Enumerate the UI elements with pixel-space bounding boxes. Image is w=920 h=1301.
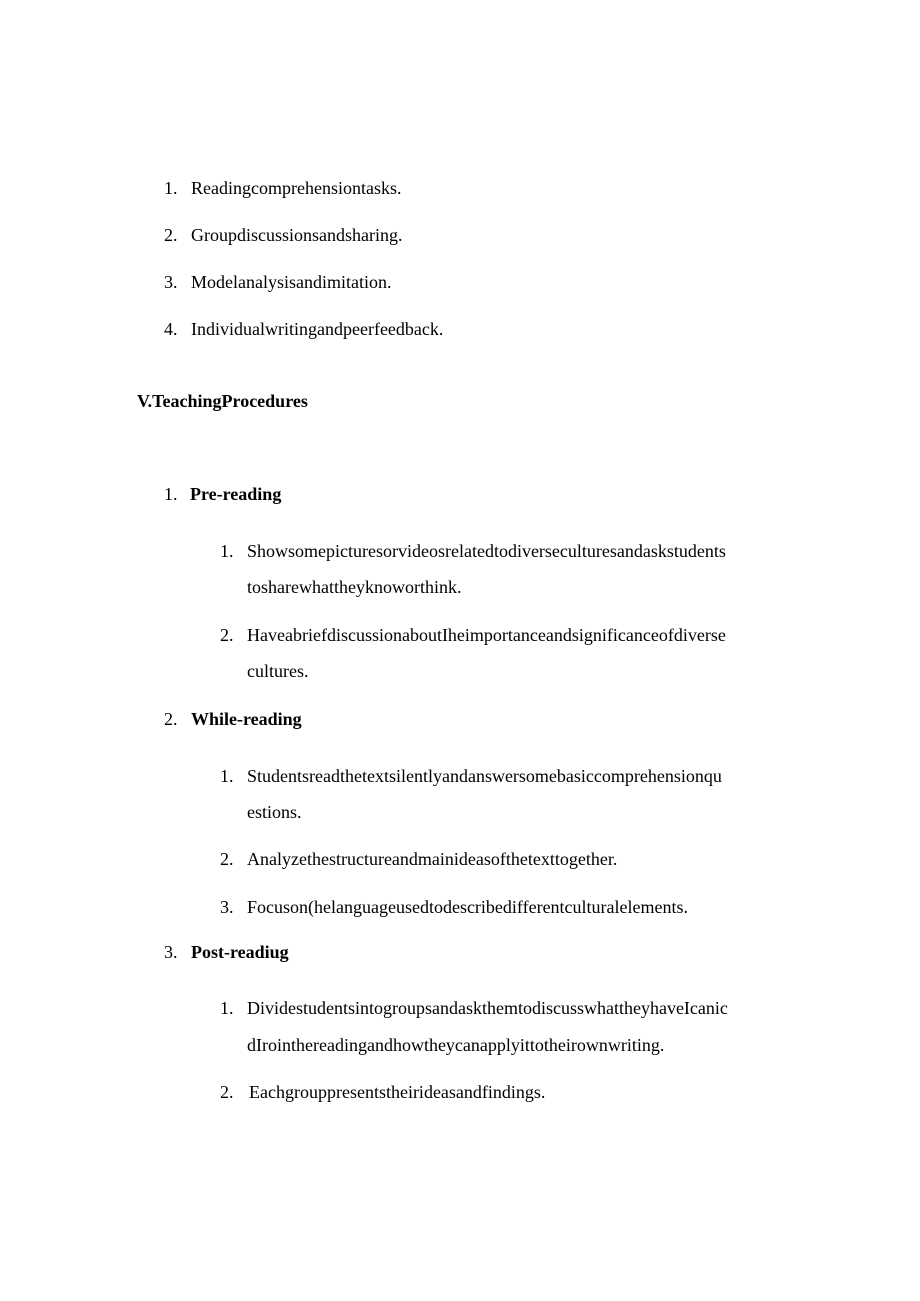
sub-item-number: 1. [220,766,234,786]
sub-item-number: 2. [220,625,234,645]
procedure-heading [164,483,281,505]
sub-item-text: DividestudentsintogroupsandaskthemtodiscusswhattheyhaveIcanic [247,998,728,1018]
sub-item-text: Focuson(helanguageusedtodescribedifferentculturalelements. [247,897,689,917]
list-item [164,318,443,340]
sub-item [220,624,726,646]
list-number: 3. [164,272,178,292]
list-item [164,224,402,246]
sub-item [220,997,728,1019]
procedure-title: Post-readiug [191,942,289,962]
sub-item-text: Showsomepicturesorvideosrelatedtodiverseculturesandaskstudents [247,541,726,561]
sub-item-text: Analyzethestructureandmainideasofthetexttogether. [247,849,618,869]
sub-item-number: 1. [220,541,234,561]
list-text: Modelanalysisandimitation. [191,272,392,292]
section-heading: V.TeachingProcedures [137,391,308,411]
sub-item-number: 2. [220,849,234,869]
sub-item-text: HaveabriefdiscussionaboutIheimportanceandsignificanceofdiverse [247,625,726,645]
list-item [164,271,391,293]
sub-item [220,540,726,562]
sub-item [220,1081,545,1103]
list-number: 1. [164,178,178,198]
list-text: Groupdiscussionsandsharing. [191,225,403,245]
sub-item-continuation: tosharewhattheyknoworthink. [247,577,462,597]
sub-item-continuation: dIrointhereadingandhowtheycanapplyittotheirownwriting. [247,1035,665,1055]
procedure-number: 1. [164,484,178,504]
list-text: Readingcomprehensiontasks. [191,178,402,198]
list-item [164,177,401,199]
procedure-number: 3. [164,942,178,962]
sub-item-text: Eachgrouppresentstheirideasandfindings. [249,1082,546,1102]
sub-item [220,765,722,787]
procedure-number: 2. [164,709,178,729]
sub-item-text: Studentsreadthetextsilentlyandanswersomebasiccomprehensionqu [247,766,722,786]
sub-item [220,848,617,870]
sub-item-continuation: cultures. [247,661,309,681]
list-text: Individualwritingandpeerfeedback. [191,319,444,339]
sub-item-number: 3. [220,897,234,917]
sub-item-number: 1. [220,998,234,1018]
list-number: 4. [164,319,178,339]
sub-item-continuation: estions. [247,802,302,822]
procedure-title: While-reading [191,709,302,729]
procedure-heading [164,941,289,963]
list-number: 2. [164,225,178,245]
sub-item-number: 2. [220,1082,234,1102]
procedure-title: Pre-reading [190,484,282,504]
procedure-heading [164,708,302,730]
sub-item [220,896,688,918]
